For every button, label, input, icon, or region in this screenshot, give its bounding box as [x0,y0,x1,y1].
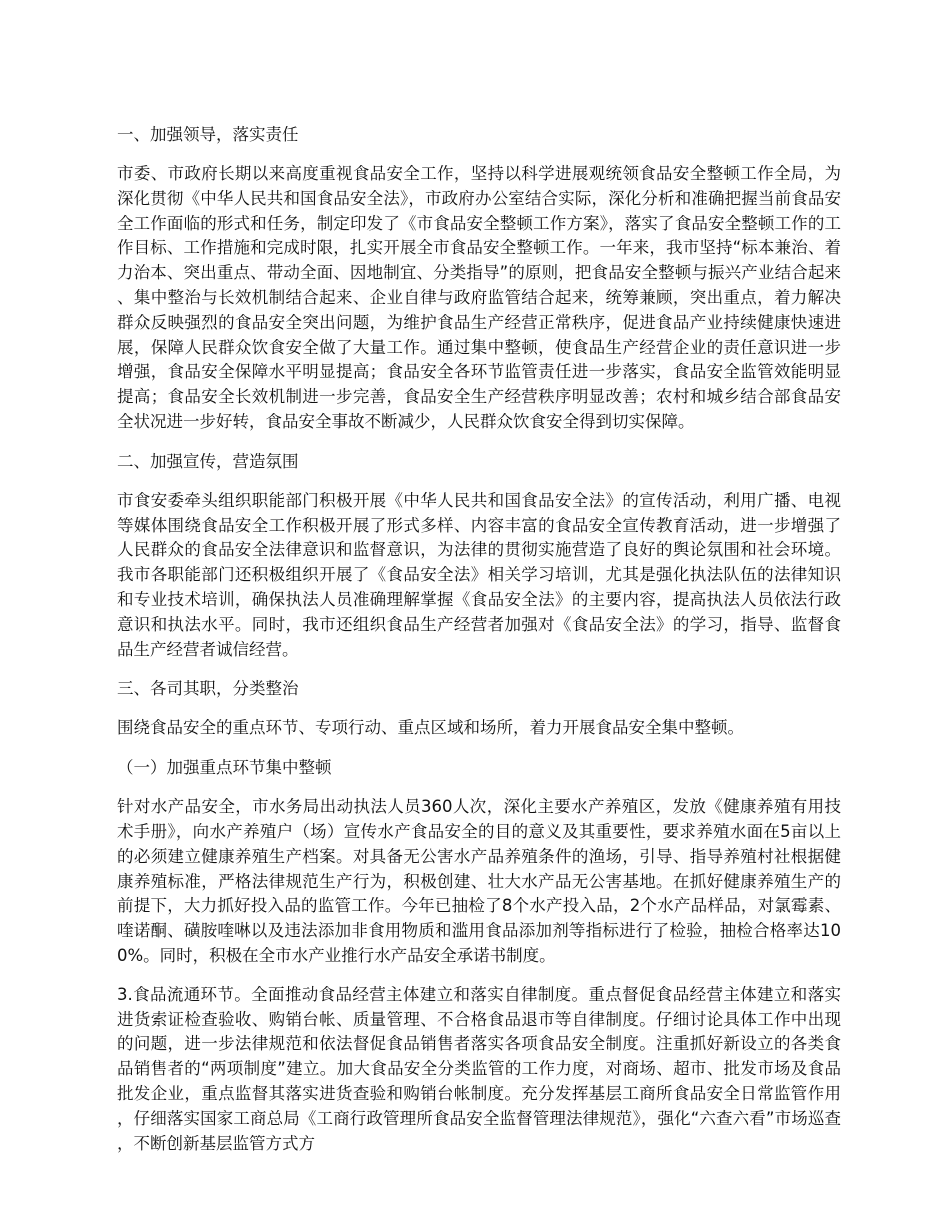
document-page [117,122,841,1170]
paragraph: 3.食品流通环节。全面推动食品经营主体建立和落实自律制度。重点督促食品经营主体建立和落实进货索证检查验收、购销台帐、质量管理、不合格食品退市等自律制度。仔细讨论具体工作中出现的问题，进一步法律规范和依法督促食品销售者落实各项食品安全制度。注重抓好新设立的各类食品销售者的“两项制度”建立。加大食品安全分类监管的工作力度，对商场、超市、批发市场及食品批发企业，重点监督其落实进货查验和购销台帐制度。充分发挥基层工商所食品安全日常监管作用，仔细落实国家工商总局《工商行政管理所食品安全监督管理法律规范》，强化“六查六看”市场巡查，不断创新基层监管方式方 [117,984,841,1153]
section-heading: 一、加强领导，落实责任 [117,125,299,144]
paragraph: 针对水产品安全，市水务局出动执法人员360人次，深化主要水产养殖区，发放《健康养殖有用技术手册》，向水产养殖户（场）宣传水产食品安全的目的意义及其重要性，要求养殖水面在5亩以上的必须建立健康养殖生产档案。对具备无公害水产品养殖条件的渔场，引导、指导养殖村社根据健康养殖标准，严格法律规范生产行为，积极创建、壮大水产品无公害基地。在抓好健康养殖生产的前提下，大力抓好投入品的监管工作。今年已抽检了8个水产投入品，2个水产品样品，对氯霉素、喹诺酮、磺胺喹啉以及违法添加非食用物质和滥用食品添加剂等指标进行了检验，抽检合格率达100%。同时，积极在全市水产业推行水产品安全承诺书制度。 [117,797,841,965]
section-2 [117,449,841,663]
section-heading: 二、加强宣传，营造氛围 [117,451,299,471]
section-3 [117,676,841,741]
paragraph: 市委、市政府长期以来高度重视食品安全工作，坚持以科学进展观统领食品安全整顿工作全局，为深化贯彻《中华人民共和国食品安全法》，市政府办公室结合实际，深化分析和准确把握当前食品安全工作面临的形式和任务，制定印发了《市食品安全整顿工作方案》，落实了食品安全整顿工作的工作目标、工作措施和完成时限，扎实开展全市食品安全整顿工作。一年来，我市坚持“标本兼治、着力治本、突出重点、带动全面、因地制宜、分类指导”的原则，把食品安全整顿与振兴产业结合起来、集中整治与长效机制结合起来、企业自律与政府监管结合起来，统筹兼顾，突出重点，着力解决群众反映强烈的食品安全突出问题，为维护食品生产经营正常秩序，促进食品产业持续健康快速进展，保障人民群众饮食安全做了大量工作。通过集中整顿，使食品生产经营企业的责任意识进一步增强，食品安全保障水平明显提高；食品安全各环节监管责任进一步落实，食品安全监管效能明显提高；食品安全长效机制进一步完善，食品安全生产经营秩序明显改善；农村和城乡结合部食品安全状况进一步好转，食品安全事故不断减少，人民群众饮食安全得到切实保障。 [117,164,841,431]
paragraph: 围绕食品安全的重点环节、专项行动、重点区域和场所，着力开展食品安全集中整顿。 [117,718,744,738]
section-1 [117,122,841,435]
subsection-heading: （一）加强重点环节集中整顿 [117,758,332,778]
paragraph: 市食安委牵头组织职能部门积极开展《中华人民共和国食品安全法》的宣传活动，利用广播、电视等媒体围绕食品安全工作积极开展了形式多样、内容丰富的食品安全宣传教育活动，进一步增强了人民群众的食品安全法律意识和监督意识，为法律的贯彻实施营造了良好的舆论氛围和社会环境。我市各职能部门还积极组织开展了《食品安全法》相关学习培训，尤其是强化执法队伍的法律知识和专业技术培训，确保执法人员准确理解掌握《食品安全法》的主要内容，提高执法人员依法行政意识和执法水平。同时，我市还组织食品生产经营者加强对《食品安全法》的学习，指导、监督食品生产经营者诚信经营。 [117,490,841,659]
section-3-1 [117,755,841,1156]
section-heading: 三、各司其职，分类整治 [117,679,299,699]
